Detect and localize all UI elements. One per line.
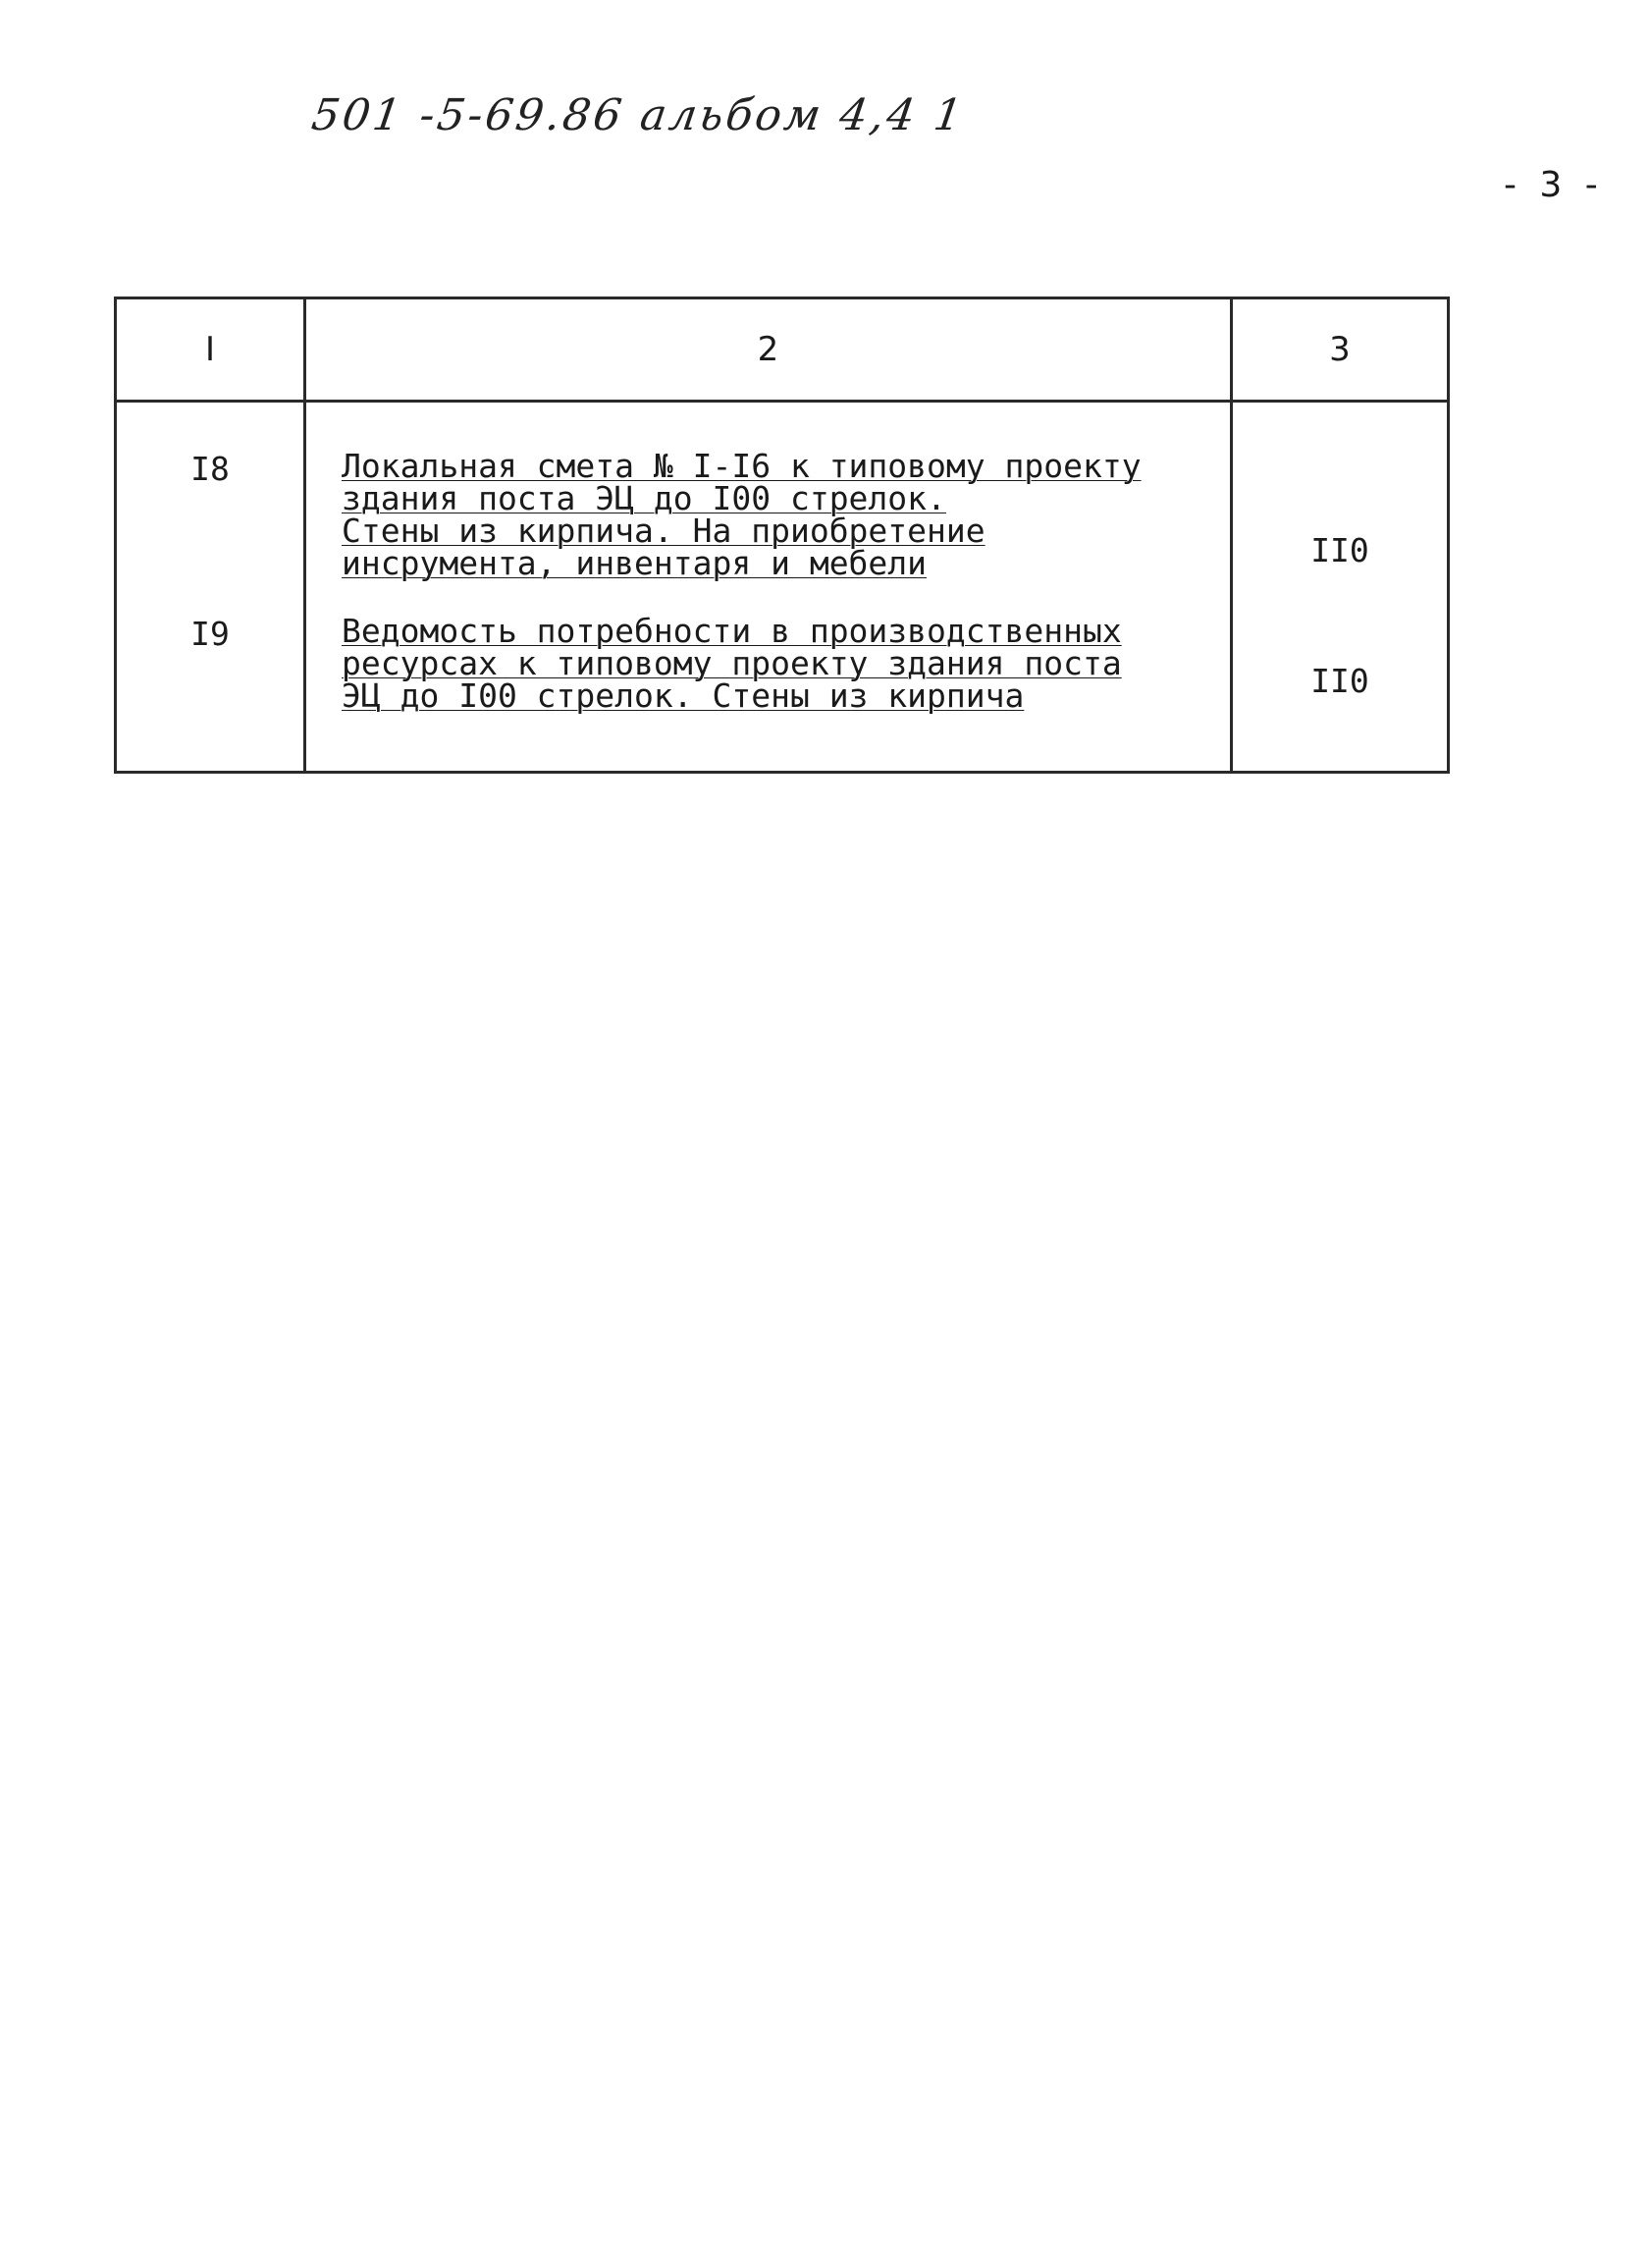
column-header-2: 2: [305, 298, 1232, 402]
description-line: ЭЦ до I00 стрелок. Стены из кирпича: [342, 676, 1025, 715]
row-page: II0: [1232, 579, 1449, 773]
column-header-1: I: [116, 298, 305, 402]
description-line: Ведомость потребности в производственных: [342, 612, 1122, 650]
table-header-row: [116, 298, 1449, 402]
column-header-3: 3: [1232, 298, 1449, 402]
row-number: I8: [116, 402, 305, 580]
description-line: здания поста ЭЦ до I00 стрелок.: [342, 479, 946, 517]
handwritten-document-code: 501 -5-69.86 альбом 4,4 1: [308, 90, 969, 140]
row-description: [305, 402, 1232, 580]
table-row: [116, 402, 1449, 580]
description-line: Локальная смета № I-I6 к типовому проекту: [342, 447, 1142, 485]
description-line: инсрумента, инвентаря и мебели: [342, 544, 928, 582]
row-description: [305, 579, 1232, 773]
contents-table: [114, 297, 1450, 774]
description-line: Стены из кирпича. На приобретение: [342, 512, 985, 550]
table-row: [116, 579, 1449, 773]
page-number: - 3 -: [1504, 165, 1604, 205]
row-number: I9: [116, 579, 305, 773]
description-line: ресурсах к типовому проекту здания поста: [342, 644, 1122, 682]
row-page: II0: [1232, 402, 1449, 580]
